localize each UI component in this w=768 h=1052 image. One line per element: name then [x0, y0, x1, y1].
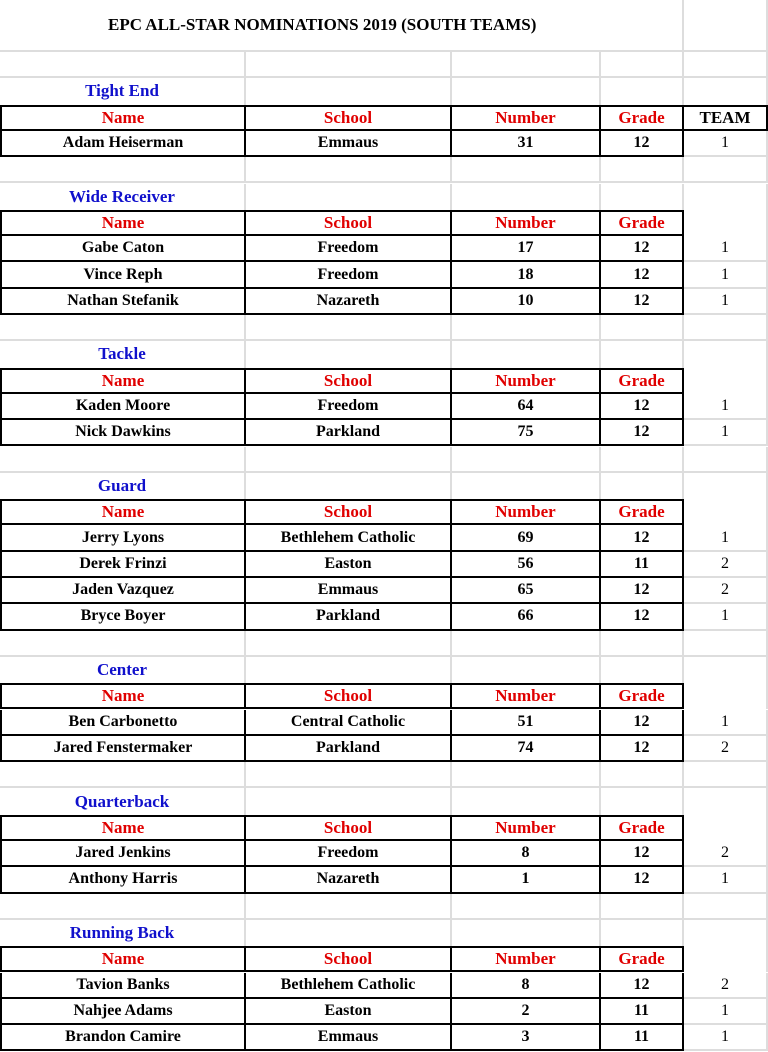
header-row: [0, 105, 768, 131]
blank-cell: [452, 341, 601, 367]
player-grade: 12: [601, 841, 684, 867]
player-grade: 12: [601, 394, 684, 420]
blank-cell: [246, 473, 452, 499]
header-grade: Grade: [601, 368, 684, 394]
player-grade: 12: [601, 973, 684, 999]
player-team: 2: [684, 841, 768, 867]
player-number: 18: [452, 262, 601, 288]
blank-cell: [601, 762, 684, 788]
player-number: 64: [452, 394, 601, 420]
player-school: Nazareth: [246, 867, 452, 893]
player-grade: 12: [601, 262, 684, 288]
header-grade: Grade: [601, 683, 684, 709]
position-row: [0, 788, 768, 814]
player-school: Nazareth: [246, 289, 452, 315]
position-label: Wide Receiver: [0, 184, 246, 210]
blank-cell: [601, 447, 684, 473]
header-name: Name: [0, 946, 246, 972]
player-grade: 12: [601, 867, 684, 893]
blank-cell: [601, 78, 684, 104]
table-row: [0, 736, 768, 762]
table-row: [0, 841, 768, 867]
player-name: Brandon Camire: [0, 1025, 246, 1051]
table-row: [0, 604, 768, 630]
header-name: Name: [0, 499, 246, 525]
blank-cell: [0, 762, 246, 788]
player-team: 2: [684, 552, 768, 578]
player-team: 1: [684, 525, 768, 551]
blank-cell: [452, 184, 601, 210]
header-grade: Grade: [601, 105, 684, 131]
header-number: Number: [452, 815, 601, 841]
header-name: Name: [0, 683, 246, 709]
player-number: 17: [452, 236, 601, 262]
spacer-row: [0, 52, 768, 78]
header-grade: Grade: [601, 815, 684, 841]
header-row: [0, 815, 768, 841]
blank-cell: [684, 894, 768, 920]
blank-cell: [601, 341, 684, 367]
blank-cell: [246, 920, 452, 946]
player-team: 1: [684, 289, 768, 315]
player-name: Jaden Vazquez: [0, 578, 246, 604]
player-number: 56: [452, 552, 601, 578]
player-school: Easton: [246, 552, 452, 578]
blank-cell: [452, 631, 601, 657]
table-row: [0, 867, 768, 893]
blank-cell: [601, 894, 684, 920]
header-number: Number: [452, 683, 601, 709]
player-team: 1: [684, 999, 768, 1025]
blank-cell: [246, 52, 452, 78]
blank-cell: [452, 315, 601, 341]
player-team: 1: [684, 262, 768, 288]
player-grade: 11: [601, 552, 684, 578]
header-row: [0, 946, 768, 972]
player-name: Nick Dawkins: [0, 420, 246, 446]
blank-cell: [452, 78, 601, 104]
blank-cell: [684, 499, 768, 525]
blank-cell: [246, 78, 452, 104]
spacer-row: [0, 631, 768, 657]
player-grade: 12: [601, 736, 684, 762]
position-label: Tight End: [0, 78, 246, 104]
header-school: School: [246, 368, 452, 394]
position-row: [0, 657, 768, 683]
spacer-row: [0, 157, 768, 183]
spacer-row: [0, 447, 768, 473]
player-team: 2: [684, 973, 768, 999]
blank-cell: [0, 447, 246, 473]
position-row: [0, 341, 768, 367]
player-name: Nahjee Adams: [0, 999, 246, 1025]
player-team: 1: [684, 394, 768, 420]
position-label: Tackle: [0, 341, 246, 367]
blank-cell: [246, 762, 452, 788]
blank-cell: [684, 631, 768, 657]
player-grade: 12: [601, 131, 684, 157]
table-row: [0, 552, 768, 578]
blank-cell: [452, 473, 601, 499]
blank-cell: [452, 788, 601, 814]
player-school: Bethlehem Catholic: [246, 973, 452, 999]
player-name: Vince Reph: [0, 262, 246, 288]
table-row: [0, 999, 768, 1025]
player-number: 31: [452, 131, 601, 157]
blank-cell: [246, 447, 452, 473]
spacer-row: [0, 762, 768, 788]
player-number: 2: [452, 999, 601, 1025]
position-label: Center: [0, 657, 246, 683]
header-number: Number: [452, 499, 601, 525]
player-school: Freedom: [246, 841, 452, 867]
blank-cell: [684, 762, 768, 788]
player-school: Parkland: [246, 420, 452, 446]
player-name: Jerry Lyons: [0, 525, 246, 551]
blank-cell: [0, 315, 246, 341]
player-name: Anthony Harris: [0, 867, 246, 893]
page-title: EPC ALL-STAR NOMINATIONS 2019 (SOUTH TEAMS): [0, 0, 684, 52]
spacer-row: [0, 894, 768, 920]
blank-cell: [0, 157, 246, 183]
blank-cell: [684, 52, 768, 78]
player-number: 74: [452, 736, 601, 762]
blank-cell: [452, 447, 601, 473]
header-number: Number: [452, 946, 601, 972]
player-grade: 12: [601, 604, 684, 630]
player-name: Nathan Stefanik: [0, 289, 246, 315]
blank-cell: [684, 447, 768, 473]
player-name: Bryce Boyer: [0, 604, 246, 630]
player-school: Bethlehem Catholic: [246, 525, 452, 551]
header-row: [0, 499, 768, 525]
blank-cell: [684, 315, 768, 341]
spacer-row: [0, 315, 768, 341]
player-name: Kaden Moore: [0, 394, 246, 420]
blank-cell: [684, 0, 768, 52]
title-row: [0, 0, 768, 52]
player-grade: 12: [601, 578, 684, 604]
player-school: Freedom: [246, 394, 452, 420]
blank-cell: [246, 184, 452, 210]
header-name: Name: [0, 368, 246, 394]
player-school: Parkland: [246, 736, 452, 762]
blank-cell: [684, 78, 768, 104]
player-school: Emmaus: [246, 131, 452, 157]
table-row: [0, 578, 768, 604]
blank-cell: [601, 657, 684, 683]
blank-cell: [0, 894, 246, 920]
blank-cell: [0, 631, 246, 657]
player-school: Central Catholic: [246, 710, 452, 736]
blank-cell: [452, 762, 601, 788]
player-team: 2: [684, 736, 768, 762]
player-number: 51: [452, 710, 601, 736]
table-row: [0, 710, 768, 736]
player-name: Jared Fenstermaker: [0, 736, 246, 762]
blank-cell: [601, 157, 684, 183]
player-grade: 12: [601, 710, 684, 736]
player-school: Easton: [246, 999, 452, 1025]
position-row: [0, 184, 768, 210]
player-name: Adam Heiserman: [0, 131, 246, 157]
blank-cell: [601, 788, 684, 814]
player-team: 1: [684, 236, 768, 262]
position-label: Quarterback: [0, 788, 246, 814]
blank-cell: [684, 657, 768, 683]
header-name: Name: [0, 210, 246, 236]
position-row: [0, 78, 768, 104]
player-name: Jared Jenkins: [0, 841, 246, 867]
header-number: Number: [452, 210, 601, 236]
blank-cell: [246, 657, 452, 683]
blank-cell: [246, 157, 452, 183]
header-grade: Grade: [601, 499, 684, 525]
blank-cell: [684, 473, 768, 499]
player-school: Freedom: [246, 236, 452, 262]
player-name: Gabe Caton: [0, 236, 246, 262]
header-name: Name: [0, 105, 246, 131]
header-grade: Grade: [601, 946, 684, 972]
player-name: Tavion Banks: [0, 973, 246, 999]
table-row: [0, 262, 768, 288]
header-row: [0, 210, 768, 236]
blank-cell: [601, 473, 684, 499]
blank-cell: [684, 157, 768, 183]
player-number: 8: [452, 841, 601, 867]
position-label: Guard: [0, 473, 246, 499]
blank-cell: [246, 341, 452, 367]
blank-cell: [601, 315, 684, 341]
player-grade: 11: [601, 1025, 684, 1051]
header-team: TEAM: [684, 105, 768, 131]
blank-cell: [684, 920, 768, 946]
player-grade: 12: [601, 525, 684, 551]
header-school: School: [246, 499, 452, 525]
table-row: [0, 525, 768, 551]
player-team: 1: [684, 420, 768, 446]
blank-cell: [452, 157, 601, 183]
table-row: [0, 131, 768, 157]
player-team: 1: [684, 131, 768, 157]
position-row: [0, 473, 768, 499]
header-school: School: [246, 683, 452, 709]
player-number: 8: [452, 973, 601, 999]
player-school: Emmaus: [246, 578, 452, 604]
blank-cell: [601, 184, 684, 210]
blank-cell: [684, 946, 768, 972]
header-row: [0, 683, 768, 709]
header-name: Name: [0, 815, 246, 841]
blank-cell: [684, 815, 768, 841]
blank-cell: [684, 683, 768, 709]
header-grade: Grade: [601, 210, 684, 236]
header-school: School: [246, 210, 452, 236]
player-number: 69: [452, 525, 601, 551]
blank-cell: [601, 631, 684, 657]
table-row: [0, 394, 768, 420]
player-grade: 11: [601, 999, 684, 1025]
blank-cell: [684, 341, 768, 367]
blank-cell: [246, 894, 452, 920]
header-school: School: [246, 105, 452, 131]
player-number: 3: [452, 1025, 601, 1051]
player-name: Derek Frinzi: [0, 552, 246, 578]
blank-cell: [684, 210, 768, 236]
blank-cell: [246, 631, 452, 657]
player-number: 66: [452, 604, 601, 630]
player-grade: 12: [601, 289, 684, 315]
player-name: Ben Carbonetto: [0, 710, 246, 736]
blank-cell: [601, 920, 684, 946]
blank-cell: [246, 788, 452, 814]
player-school: Emmaus: [246, 1025, 452, 1051]
table-row: [0, 420, 768, 446]
blank-cell: [452, 894, 601, 920]
player-team: 1: [684, 867, 768, 893]
player-number: 10: [452, 289, 601, 315]
blank-cell: [684, 368, 768, 394]
player-number: 1: [452, 867, 601, 893]
blank-cell: [684, 788, 768, 814]
header-school: School: [246, 815, 452, 841]
player-team: 1: [684, 710, 768, 736]
player-grade: 12: [601, 236, 684, 262]
blank-cell: [601, 52, 684, 78]
blank-cell: [452, 920, 601, 946]
blank-cell: [0, 52, 246, 78]
table-row: [0, 973, 768, 999]
player-number: 65: [452, 578, 601, 604]
blank-cell: [246, 315, 452, 341]
player-team: 1: [684, 1025, 768, 1051]
player-number: 75: [452, 420, 601, 446]
table-row: [0, 1025, 768, 1051]
player-team: 2: [684, 578, 768, 604]
player-team: 1: [684, 604, 768, 630]
table-row: [0, 236, 768, 262]
blank-cell: [684, 184, 768, 210]
player-school: Parkland: [246, 604, 452, 630]
position-label: Running Back: [0, 920, 246, 946]
player-grade: 12: [601, 420, 684, 446]
header-number: Number: [452, 105, 601, 131]
position-row: [0, 920, 768, 946]
blank-cell: [452, 52, 601, 78]
header-school: School: [246, 946, 452, 972]
player-school: Freedom: [246, 262, 452, 288]
header-number: Number: [452, 368, 601, 394]
table-row: [0, 289, 768, 315]
blank-cell: [452, 657, 601, 683]
header-row: [0, 368, 768, 394]
